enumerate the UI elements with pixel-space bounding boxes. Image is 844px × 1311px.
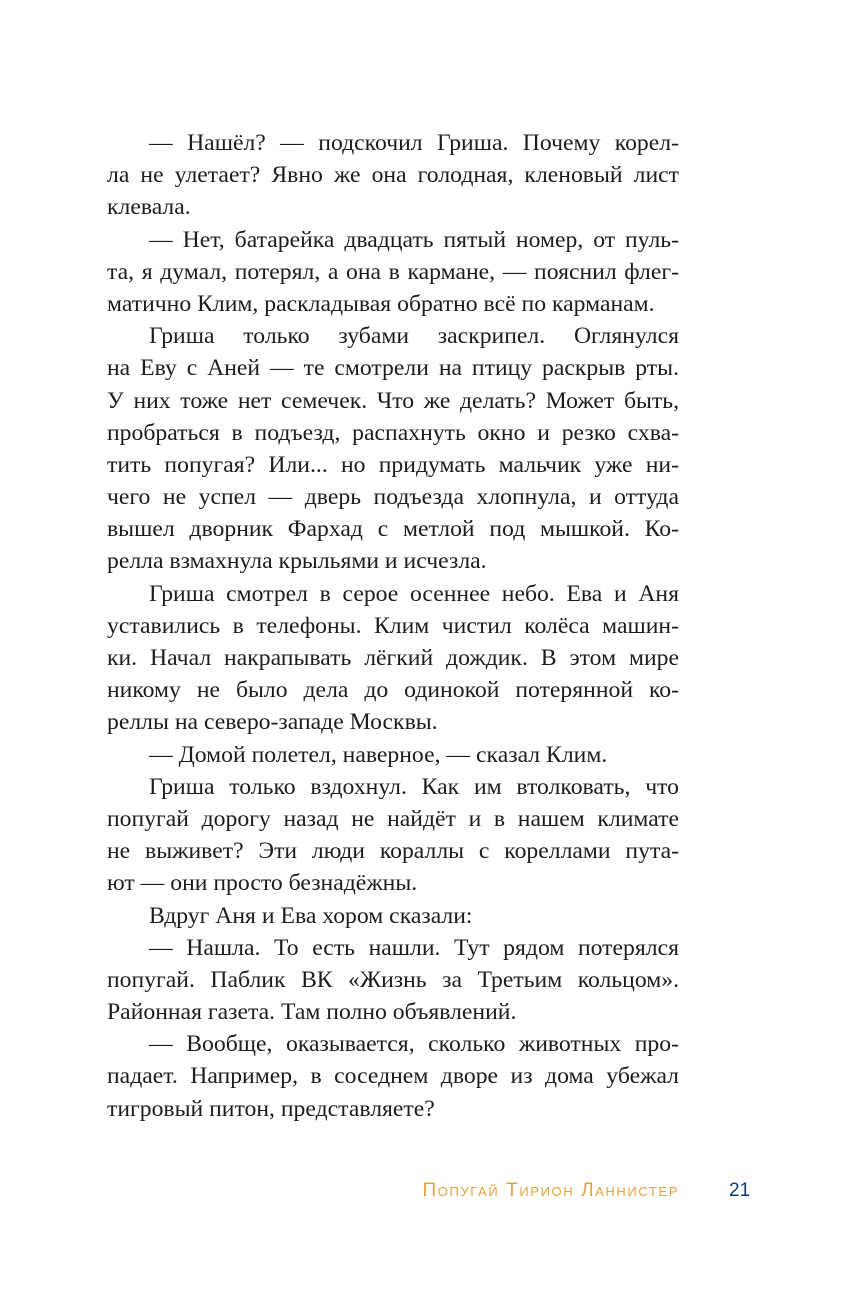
text-line: не выживет? Эти люди кораллы с кореллами пута- [107, 838, 679, 865]
text-line: Районная газета. Там полно объявлений. [107, 999, 517, 1026]
body-text [107, 127, 679, 1125]
text-line: на Еву с Аней — те смотрели на птицу раскрыв рты. [107, 355, 679, 382]
text-line: — Вообще, оказывается, сколько животных про- [149, 1031, 679, 1058]
text-line: Гриша смотрел в серое осеннее небо. Ева и Аня [149, 580, 679, 607]
text-line: Вдруг Аня и Ева хором сказали: [149, 902, 473, 929]
text-line: пробраться в подъезд, распахнуть окно и резко схва- [107, 419, 679, 446]
text-line: ют — они просто безнадёжны. [107, 870, 418, 897]
text-line: тить попугая? Или... но придумать мальчик уже ни- [107, 451, 679, 478]
page-footer [0, 1180, 844, 1210]
text-line: — Нет, батарейка двадцать пятый номер, от пуль- [149, 226, 679, 253]
text-line: — Домой полетел, наверное, — сказал Клим. [149, 741, 608, 768]
text-line: вышел дворник Фархад с метлой под мышкой. Ко- [107, 516, 679, 543]
running-title: Попугай Тирион Ланнистер [422, 1180, 679, 1201]
text-line: клевала. [107, 194, 191, 221]
text-line: Гриша только зубами заскрипел. Оглянулся [149, 323, 679, 350]
text-line: ки. Начал накрапывать лёгкий дождик. В этом мире [107, 645, 679, 671]
text-line: падает. Например, в соседнем дворе из дома убежал [107, 1063, 679, 1090]
text-line: попугай дорогу назад не найдёт и в нашем климате [107, 805, 679, 832]
text-line: та, я думал, потерял, а она в кармане, — пояснил флег- [107, 258, 679, 285]
text-line: уставились в телефоны. Клим чистил колёса машин- [107, 612, 679, 639]
text-line: тигровый питон, представляете? [107, 1095, 435, 1122]
text-line: ла не улетает? Явно же она голодная, кленовый лист [107, 162, 679, 189]
text-line: попугай. Паблик ВК «Жизнь за Третьим кольцом». [107, 966, 679, 993]
text-line: — Нашла. То есть нашли. Тут рядом потерялся [149, 934, 679, 961]
text-line: матично Клим, раскладывая обратно всё по карманам. [107, 290, 655, 317]
text-line: — Нашёл? — подскочил Гриша. Почему корел- [149, 130, 679, 156]
text-line: релла взмахнула крыльями и исчезла. [107, 548, 487, 575]
text-line: реллы на северо-западе Москвы. [107, 709, 438, 736]
text-line: У них тоже нет семечек. Что же делать? Может быть, [107, 387, 679, 414]
page-number: 21 [729, 1180, 751, 1201]
text-line: чего не успел — дверь подъезда хлопнула, и оттуда [107, 484, 679, 511]
text-line: Гриша только вздохнул. Как им втолковать, что [149, 773, 679, 800]
text-line: никому не было дела до одинокой потерянной ко- [107, 677, 679, 704]
